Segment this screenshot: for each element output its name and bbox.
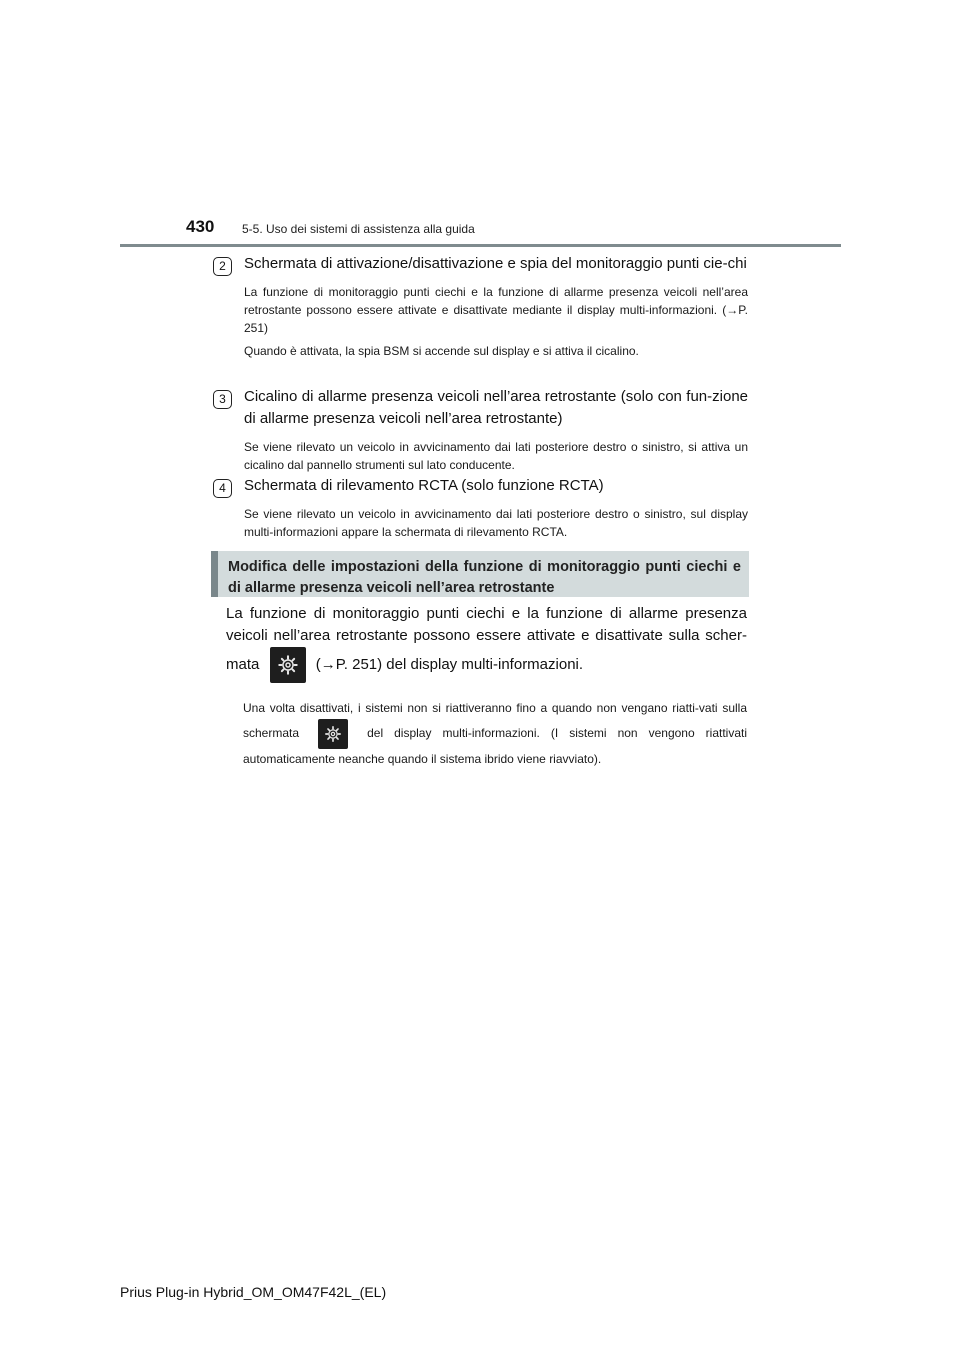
subheading: Modifica delle impostazioni della funzione di monitoraggio punti ciechi e di allarme presenza veicoli nell’area retrostante [211,551,749,597]
note-text-before-icon: Una volta disattivati, i sistemi non si riattiveranno fino a quando non vengano riatti-vati sulla schermata [243,701,747,741]
item-title: Schermata di attivazione/disattivazione e spia del monitoraggio punti cie-chi [244,255,747,272]
item-description: La funzione di monitoraggio punti ciechi e la funzione di allarme presenza veicoli nell’area retrostante possono essere attivate e disattivate mediante il display multi-informazioni. (→P. 251) [244,285,748,335]
gear-icon [270,647,306,683]
list-item [213,475,748,541]
body-text-before-icon: La funzione di monitoraggio punti ciechi e la funzione di allarme presenza veicoli nell’area retrostante possono essere attivate e disattivate sulla scher-mata [226,605,747,673]
item-number-badge: 3 [213,390,232,409]
header-rule [120,244,841,247]
list-item [213,386,748,474]
gear-icon [318,719,348,749]
note-text-after-icon: del display multi-informazioni. (I sistemi non vengono riattivati automaticamente neanche quando il sistema ibrido viene riavviato). [243,726,748,766]
note-paragraph [243,698,747,770]
item-description: Se viene rilevato un veicolo in avvicinamento dai lati posteriore destro o sinistro, si attiva un cicalino dal pannello strumenti sul lato conducente. [244,440,748,472]
section-title: 5-5. Uso dei sistemi di assistenza alla guida [242,222,475,236]
list-item [213,253,748,360]
item-description: Quando è attivata, la spia BSM si accende sul display e si attiva il cicalino. [244,344,639,358]
item-number-badge: 2 [213,257,232,276]
item-description: Se viene rilevato un veicolo in avvicinamento dai lati posteriore destro o sinistro, sul display multi-informazioni appare la schermata di rilevamento RCTA. [244,507,748,539]
body-paragraph [226,603,747,683]
item-number-badge: 4 [213,479,232,498]
footer-document-id: Prius Plug-in Hybrid_OM_OM47F42L_(EL) [120,1284,387,1300]
page-number: 430 [186,217,215,236]
item-title: Schermata di rilevamento RCTA (solo funzione RCTA) [244,477,604,494]
item-title: Cicalino di allarme presenza veicoli nell’area retrostante (solo con fun-zione di allarme presenza veicoli nell’area retrostante) [244,388,748,427]
body-text-after-icon: (→P. 251) del display multi-informazioni. [315,655,584,673]
